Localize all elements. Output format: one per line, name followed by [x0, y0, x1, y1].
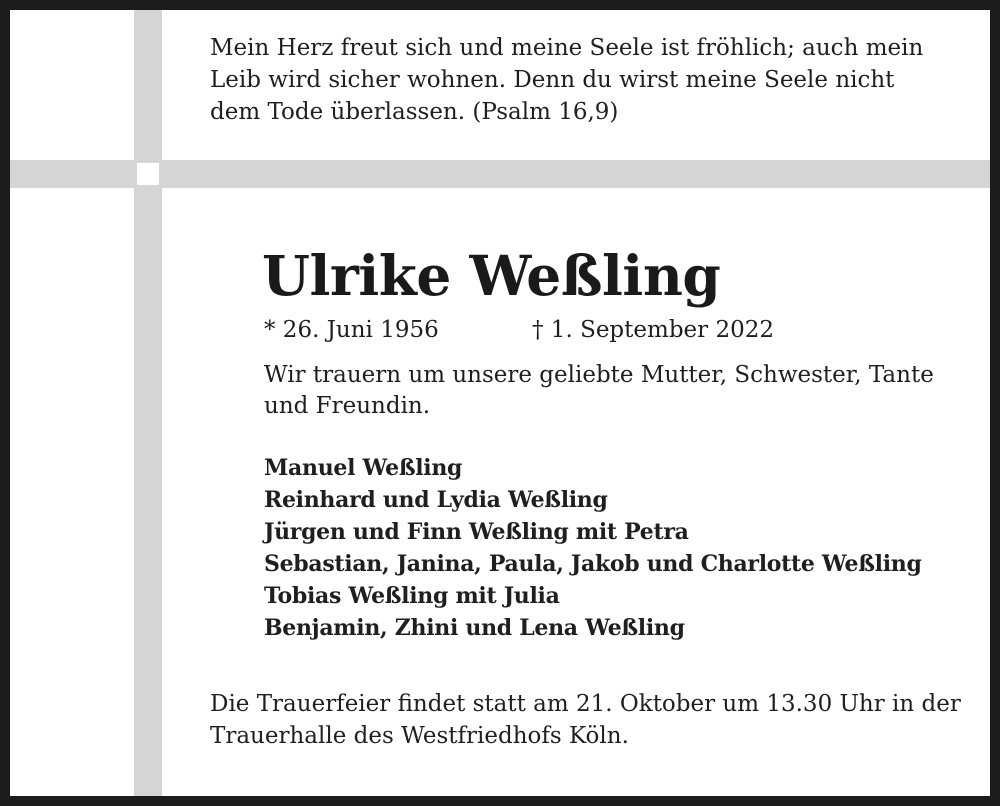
birth-date: * 26. Juni 1956	[264, 317, 439, 343]
funeral-service-info: Die Trauerfeier findet statt am 21. Oktober um 13.30 Uhr in der Trauerhalle des Westfriedhofs Köln.	[210, 691, 961, 749]
cross-center-square	[134, 160, 162, 188]
family-member: Sebastian, Janina, Paula, Jakob und Charlotte Weßling	[264, 551, 922, 577]
bible-verse: Mein Herz freut sich und meine Seele ist fröhlich; auch mein Leib wird sicher wohnen. Denn du wirst meine Seele nicht dem Tode überlassen. (Psalm 16,9)	[210, 35, 924, 125]
family-member: Jürgen und Finn Weßling mit Petra	[264, 519, 689, 545]
life-dates	[264, 314, 864, 346]
family-member: Manuel Weßling	[264, 455, 463, 481]
family-member: Tobias Weßling mit Julia	[264, 583, 560, 609]
cross-vertical-bar	[134, 10, 162, 796]
family-member: Reinhard und Lydia Weßling	[264, 487, 608, 513]
deceased-name: Ulrike Weßling	[262, 243, 721, 308]
family-list	[264, 452, 964, 644]
mourning-text: Wir trauern um unsere geliebte Mutter, Schwester, Tante und Freundin.	[264, 362, 934, 419]
death-date: † 1. September 2022	[532, 317, 774, 343]
family-member: Benjamin, Zhini und Lena Weßling	[264, 615, 685, 641]
